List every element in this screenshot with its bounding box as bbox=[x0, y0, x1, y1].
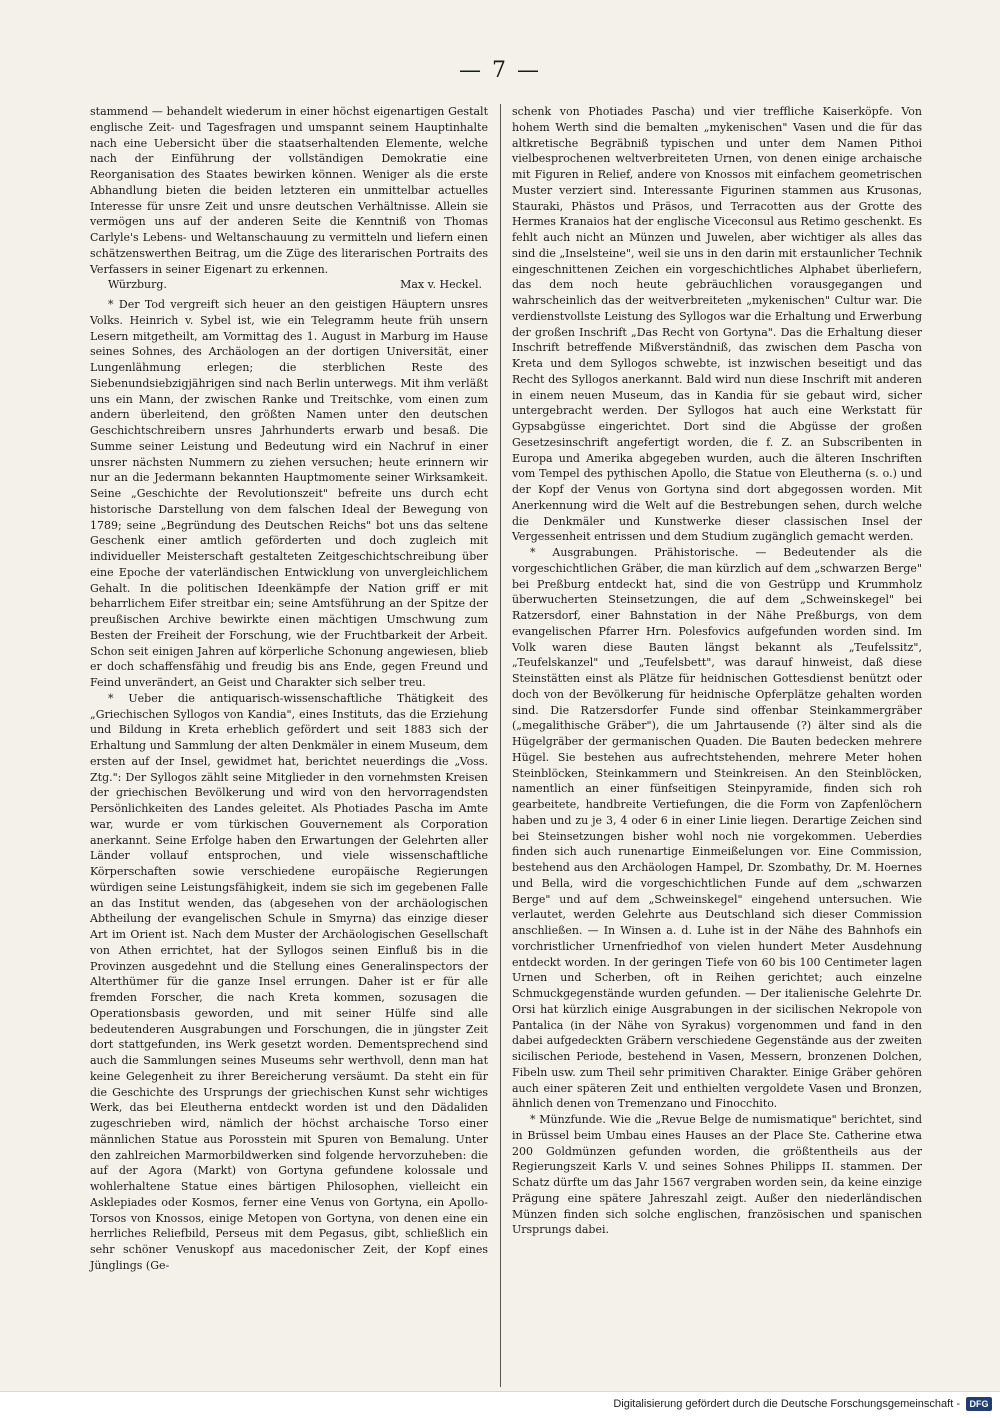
article-paragraph: * Der Tod vergreift sich heuer an den geistigen Häuptern unsres Volks. Heinrich v. Sybel ist, wie ein Telegramm heute früh unsern Lesern mitgetheilt, am Vormittag des 1. August in Marburg im Hause seines Sohnes, des Archäologen an der dortigen Universität, einer Lungenlähmung erlegen; die sterblichen Reste des Siebenundsiebzigjährigen sind nach Berlin unterwegs. Mit ihm verläßt uns ein Mann, der zwischen Ranke und Treitschke, vom einen zum andern überleitend, den größten Namen unter den deutschen Geschichtschreibern unsres Jahrhunderts erwarb und besaß. Die Summe seiner Leistung und Bedeutung wird ein Nachruf in einer unsrer nächsten Nummern zu ziehen versuchen; heute erinnern wir nur an die Jedermann bekannten Hauptmomente seiner Wirksamkeit. Seine „Geschichte der Revolutionszeit" befreite uns durch echt historische Darstellung von dem falschen Ideal der Bewegung von 1789; seine „Begründung des Deutschen Reichs" bot uns das seltene Geschenk einer amtlich geförderten und doch zugleich mit individueller Meisterschaft gestalteten Zeitgeschichtschreibung über eine Epoche der vaterländischen Entwicklung von unvergleichlichem Gehalt. In die politischen Ideenkämpfe der Nation griff er mit beharrlichem Eifer streitbar ein; seine Amtsführung an der Spitze der preußischen Archive bewirkte einen mächtigen Umschwung zum Besten der Freiheit der Forschung, wie der Fruchtbarkeit der Arbeit. Schon seit einigen Jahren auf körperliche Schonung angewiesen, blieb er doch schaffensfähig und freudig bis ans Ende, gegen Freund und Feind unverändert, an Geist und Charakter sich selber treu. bbox=[90, 298, 488, 689]
funding-notice: Digitalisierung gefördert durch die Deutsche Forschungsgemeinschaft - bbox=[613, 1398, 960, 1410]
article-paragraph: * Ueber die antiquarisch-wissenschaftliche Thätigkeit des „Griechischen Syllogos von Kandia", eines Instituts, das die Erziehung und Bildung in Kreta erheblich gefördert und seit 1883 sich der Erhaltung und Sammlung der alten Denkmäler in einem Museum, dem ersten auf der Insel, gewidmet hat, berichtet neuerdings die „Voss. Ztg.": Der Syllogos zählt seine Mitglieder in den vornehmsten Kreisen der griechischen Bevölkerung und wird von den hervorragendsten Persönlichkeiten des Landes geleitet. Als Photiades Pascha im Amte war, wurde er vom türkischen Gouvernement als Corporation anerkannt. Seine Erfolge haben den Erwartungen der Gelehrten aller Länder vollauf entsprochen, und viele wissenschaftliche Körperschaften sowie verschiedene europäische Regierungen würdigen seine Leistungsfähigkeit, indem sie sich im gegebenen Falle an das Institut wenden, das (abgesehen von der archäologischen Abtheilung der evangelischen Schule in Smyrna) das einzige dieser Art im Orient ist. Nach dem Muster der Archäologischen Gesellschaft von Athen errichtet, hat der Syllogos seinen Einfluß bis in die Provinzen ausgedehnt und die Stellung eines Generalinspectors der Alterthümer für die ganze Insel errungen. Daher ist er für alle fremden Forscher, die nach Kreta kommen, sozusagen die Operationsbasis geworden, und mit seiner Hülfe sind alle bedeutenderen Ausgrabungen und Forschungen, die in jüngster Zeit dort stattgefunden, ins Werk gesetzt worden. Dementsprechend sind auch die Sammlungen seines Museums sehr werthvoll, denn man hat keine Gelegenheit zu ihrer Bereicherung versäumt. Da steht ein für die Geschichte des Ursprungs der griechischen Kunst sehr wichtiges Werk, das bei Eleutherna entdeckt worden ist und den Dädaliden zugeschrieben wird, nämlich der höchst archaische Torso einer männlichen Statue aus Porosstein mit Spuren von Bemalung. Unter den zahlreichen Marmorbildwerken sind folgende hervorzuheben: die auf der Agora (Markt) von Gortyna gefundene kolossale und wohlerhaltene Statue eines bärtigen Philosophen, vielleicht ein Asklepiades oder Kosmos, ferner eine Venus von Gortyna, ein Apollo-Torsos von Knossos, einige Metopen von Gortyna, von denen eine ein herrliches Reliefbild, Perseus mit dem Pegasus, gibt, schließlich ein sehr schöner Venuskopf aus macedonischer Zeit, der Kopf eines Jünglings (Ge- bbox=[90, 691, 488, 1272]
right-column bbox=[512, 104, 922, 1238]
signature-line bbox=[90, 277, 488, 293]
footer-bar bbox=[0, 1391, 1000, 1418]
signature-place: Würzburg. bbox=[108, 278, 167, 292]
left-column bbox=[90, 104, 488, 1274]
article-paragraph: schenk von Photiades Pascha) und vier treffliche Kaiserköpfe. Von hohem Werth sind die bemalten „mykenischen" Vasen und die für das altkretische Begräbniß typischen und unter dem Namen Pithoi vielbesprochenen weltverbreiteten Urnen, von denen einige archaische mit Figuren in Relief, andere von Knossos mit einfachem geometrischen Muster verziert sind. Interessante Figurinen stammen aus Krusonas, Stauraki, Phästos und Präsos, und Terracotten aus der Grotte des Hermes Kranaios hat der englische Viceconsul aus Retimo geschenkt. Es fehlt auch nicht an Münzen und Juwelen, aber wichtiger als alles das sind die „Inselsteine", weil sie uns in den darin mit erstaunlicher Technik eingeschnittenen Zeichen ein vorgeschichtliches Alphabet überliefern, das dem noch heute gebräuchlichen vorausgegangen und wahrscheinlich das der weitverbreiteten „mykenischen" Cultur war. Die verdienstvollste Leistung des Syllogos war die Erhaltung und Erwerbung der großen Inschrift „Das Recht von Gortyna". Das die Erhaltung dieser Inschrift betreffende Mißverständniß, das zwischen dem Pascha von Kreta und dem Syllogos schwebte, ist inzwischen beseitigt und das Recht des Syllogos anerkannt. Bald wird nun diese Inschrift mit anderen in einem neuen Museum, das in Kandia für sie gebaut wird, sicher untergebracht werden. Der Syllogos hat auch eine Werkstatt für Gypsabgüsse eingerichtet. Dort sind die Abgüsse der großen Gesetzesinschrift angefertigt worden, die f. Z. an Subscribenten in Europa und Amerika abgegeben wurden, auch die älteren Inschriften vom Tempel des pythischen Apollo, die Statue von Eleutherna (s. o.) und der Kopf der Venus von Gortyna sind dort abgegossen worden. Mit Anerkennung wird die Welt auf die Bestrebungen sehen, durch welche die Denkmäler und Kunstwerke dieser classischen Insel der Vergessenheit entrissen und dem Studium zugänglich gemacht werden. bbox=[512, 105, 922, 544]
article-paragraph: stammend — behandelt wiederum in einer höchst eigenartigen Gestalt englische Zeit- und Tagesfragen und umspannt seinem Hauptinhalte nach eine Uebersicht über die staatserhaltenden Elemente, welche nach der Einführung der vollständigen Demokratie eine Reorganisation des Staates bewirken können. Weniger als die erste Abhandlung bieten die beiden letzteren ein unmittelbar actuelles Interesse für unsre Zeit und unsre deutschen Verhältnisse. Allein sie vermögen uns auf der anderen Seite die Kenntniß von Thomas Carlyle's Lebens- und Weltanschauung zu vermitteln und liefern einen schätzenswerthen Beitrag, um die Züge des literarischen Portraits des Verfassers in seiner Eigenart zu erkennen. bbox=[90, 105, 488, 276]
page-number: — 7 — bbox=[459, 58, 541, 83]
dfg-logo: DFG bbox=[966, 1397, 992, 1411]
article-paragraph: * Ausgrabungen. Prähistorische. — Bedeutender als die vorgeschichtlichen Gräber, die man kürzlich auf dem „schwarzen Berge" bei Preßburg entdeckt hat, sind die von Gestrüpp und Krummholz überwucherten Steinsetzungen, die auf dem „Schweinskegel" bei Ratzersdorf, einer Bahnstation in der Nähe Preßburgs, von dem evangelischen Pfarrer Hrn. Polesfovics aufgefunden worden sind. Im Volk waren diese Bauten längst bekannt als „Teufelssitz", „Teufelskanzel" und „Teufelsbett", was darauf hinweist, daß diese Steinstätten einst als Plätze für heidnischen Gottesdienst benützt oder doch von der Bevölkerung für heidnische Opferplätze gehalten worden sind. Die Ratzersdorfer Funde sind offenbar Steinkammergräber („megalithische Gräber"), die um Jahrtausende (?) älter sind als die Hügelgräber der germanischen Quaden. Die Bauten bedecken mehrere Hügel. Sie bestehen aus aufrechtstehenden, mehrere Meter hohen Steinblöcken, Steinkammern und Steinkreisen. An den Steinblöcken, namentlich an einer fünfseitigen Steinpyramide, finden sich roh gearbeitete, handbreite Vertiefungen, die die Form von Zapfenlöchern haben und zu je 3, 4 oder 6 in einer Linie liegen. Derartige Zeichen sind bei Steinsetzungen bisher wohl noch nie vorgekommen. Ueberdies finden sich auch runenartige Einmeißelungen vor. Eine Commission, bestehend aus den Archäologen Hampel, Dr. Szombathy, Dr. M. Hoernes und Bella, wird die vorgeschichtlichen Funde auf dem „schwarzen Berge" und auf dem „Schweinskegel" eingehend untersuchen. Wie verlautet, werden Gelehrte aus Deutschland sich dieser Commission anschließen. — In Winsen a. d. Luhe ist in der Nähe des Bahnhofs ein vorchristlicher Urnenfriedhof von vielen hundert Meter Ausdehnung entdeckt worden. In der geringen Tiefe von 60 bis 100 Centimeter lagen Urnen und Scherben, oft in Reihen gerichtet; auch einzelne Schmuckgegenstände wurden gefunden. — Der italienische Gelehrte Dr. Orsi hat kürzlich einige Ausgrabungen in der sicilischen Nekropole von Pantalica (in der Nähe von Syrakus) vorgenommen und fand in den dabei aufgedeckten Gräbern verschiedene Gegenstände aus der zweiten sicilischen Periode, bestehend in Vasen, Messern, bronzenen Dolchen, Fibeln usw. zum Theil sehr primitiven Charakter. Einige Gräber gehören auch einer späteren Zeit und enthielten vergoldete Vasen und Bronzen, ähnlich denen von Tremenzano und Finocchito. bbox=[512, 546, 922, 1111]
article-paragraph: * Münzfunde. Wie die „Revue Belge de numismatique" berichtet, sind in Brüssel beim Umbau eines Hauses an der Place Ste. Catherine etwa 200 Goldmünzen gefunden worden, die größtentheils aus der Regierungszeit Karls V. und seines Sohnes Philipps II. stammen. Der Schatz dürfte um das Jahr 1567 vergraben worden sein, da keine einzige Prägung eine spätere Jahreszahl zeigt. Außer den niederländischen Münzen finden sich solche englischen, französischen und spanischen Ursprungs dabei. bbox=[512, 1113, 922, 1237]
column-divider bbox=[500, 104, 501, 1387]
signature-name: Max v. Heckel. bbox=[400, 278, 482, 292]
